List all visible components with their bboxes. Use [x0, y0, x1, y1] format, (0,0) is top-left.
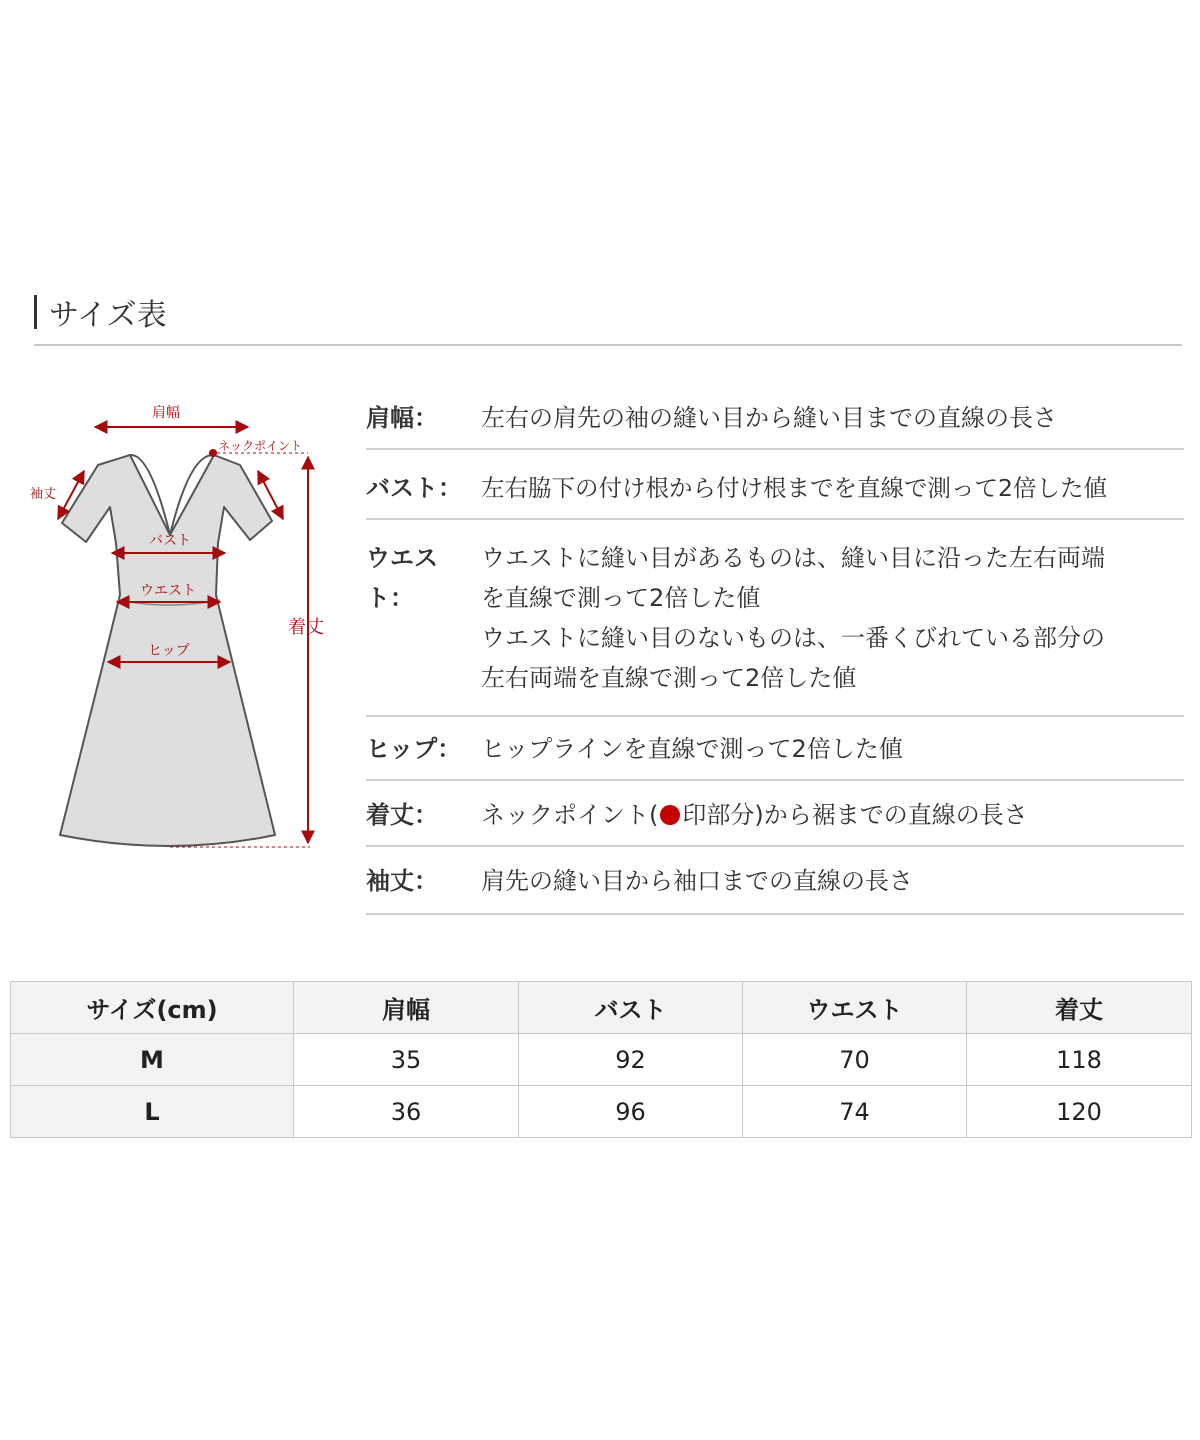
definition-sleeve	[366, 847, 1184, 915]
label-hip: ヒップ	[148, 643, 190, 659]
definition-hip	[366, 717, 1184, 781]
page-title: サイズ表	[49, 298, 167, 333]
definition-length	[366, 781, 1184, 847]
table-row	[11, 1086, 1192, 1138]
definition-text: 肩先の縫い目から袖口までの直線の長さ	[481, 867, 913, 895]
label-bust: バスト	[149, 533, 191, 549]
header-waist: ウエスト	[743, 982, 967, 1034]
definition-bust	[366, 450, 1184, 520]
table-cell: 92	[519, 1034, 743, 1086]
table-header-row	[11, 982, 1192, 1034]
definition-term: バスト：	[366, 474, 462, 502]
section-title	[34, 292, 167, 332]
label-neck-point: ネックポイント	[218, 439, 303, 453]
definition-waist	[366, 520, 1184, 717]
table-cell: 96	[519, 1086, 743, 1138]
definition-text: ヒップラインを直線で測って2倍した値	[481, 735, 903, 763]
neck-point-marker-icon	[660, 805, 680, 825]
header-size: サイズ(cm)	[11, 982, 294, 1034]
title-accent-bar	[34, 295, 37, 329]
measurement-diagram	[20, 395, 340, 865]
table-cell: 118	[967, 1034, 1192, 1086]
definition-term: 肩幅：	[366, 404, 438, 432]
size-label: M	[11, 1034, 294, 1086]
label-waist: ウエスト	[140, 583, 196, 599]
definition-term: ウエスト：	[366, 544, 438, 612]
header-length: 着丈	[967, 982, 1192, 1034]
label-sleeve: 袖丈	[30, 487, 57, 502]
header-shoulder: 肩幅	[294, 982, 519, 1034]
definition-term: 袖丈：	[366, 867, 438, 895]
title-divider	[34, 344, 1182, 346]
table-cell: 70	[743, 1034, 967, 1086]
label-length: 着丈	[288, 617, 324, 638]
table-row	[11, 1034, 1192, 1086]
table-cell: 36	[294, 1086, 519, 1138]
definition-text: 左右の肩先の袖の縫い目から縫い目までの直線の長さ	[481, 404, 1057, 432]
neck-point-dot	[209, 449, 217, 457]
definition-list	[366, 390, 1184, 915]
table-cell: 120	[967, 1086, 1192, 1138]
header-bust: バスト	[519, 982, 743, 1034]
definition-shoulder	[366, 390, 1184, 450]
size-table	[10, 981, 1192, 1138]
definition-text: ウエストに縫い目があるものは、縫い目に沿った左右両端 を直線で測って2倍した値 ウエストに縫い目のないものは、一番くびれている部分の 左右両端を直線で測って2倍した値	[481, 544, 1105, 692]
definition-text: 左右脇下の付け根から付け根までを直線で測って2倍した値	[481, 474, 1107, 502]
table-cell: 74	[743, 1086, 967, 1138]
definition-text: ネックポイント( 印部分)から裾までの直線の長さ	[481, 801, 1028, 829]
label-shoulder: 肩幅	[152, 405, 180, 421]
table-cell: 35	[294, 1034, 519, 1086]
definition-term: 着丈：	[366, 801, 438, 829]
size-label: L	[11, 1086, 294, 1138]
definition-term: ヒップ：	[366, 735, 462, 763]
